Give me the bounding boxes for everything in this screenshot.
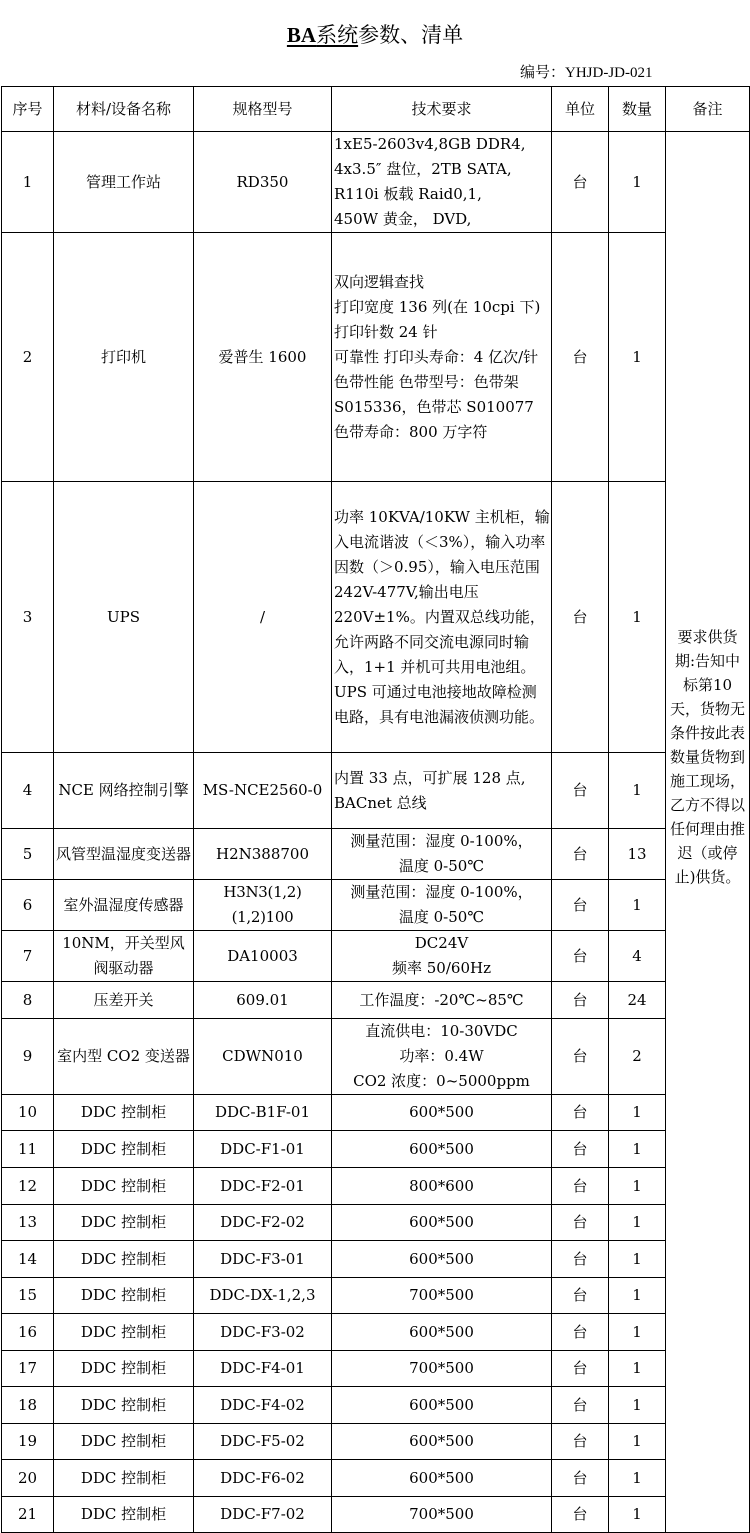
item-model: DDC-DX-1,2,3 (194, 1278, 332, 1314)
table-row (2, 829, 750, 880)
item-requirements: 600*500 (332, 1387, 552, 1424)
item-unit: 台 (552, 1131, 609, 1168)
item-requirements: 700*500 (332, 1497, 552, 1533)
item-name: 室内型 CO2 变送器 (54, 1019, 194, 1095)
item-model: DDC-F4-01 (194, 1351, 332, 1387)
item-requirements: 600*500 (332, 1131, 552, 1168)
item-unit: 台 (552, 753, 609, 829)
row-number: 20 (2, 1460, 54, 1497)
item-unit: 台 (552, 1351, 609, 1387)
item-name: DDC 控制柜 (54, 1460, 194, 1497)
row-number: 17 (2, 1351, 54, 1387)
row-number: 15 (2, 1278, 54, 1314)
item-quantity: 1 (609, 1460, 666, 1497)
item-requirements: 测量范围：湿度 0-100%， 温度 0-50℃ (332, 880, 552, 931)
item-quantity: 1 (609, 1497, 666, 1533)
item-model: / (194, 482, 332, 753)
item-requirements: 600*500 (332, 1095, 552, 1131)
title-underlined: 系统 (316, 23, 359, 47)
table-row (2, 1241, 750, 1278)
row-number: 13 (2, 1205, 54, 1241)
item-name: 压差开关 (54, 982, 194, 1019)
item-model: RD350 (194, 132, 332, 233)
item-name: DDC 控制柜 (54, 1351, 194, 1387)
item-name: 风管型温湿度变送器 (54, 829, 194, 880)
row-number: 10 (2, 1095, 54, 1131)
item-model: DDC-F2-01 (194, 1168, 332, 1205)
table-row (2, 1387, 750, 1424)
item-unit: 台 (552, 1387, 609, 1424)
item-quantity: 13 (609, 829, 666, 880)
item-requirements: 600*500 (332, 1241, 552, 1278)
item-unit: 台 (552, 1095, 609, 1131)
item-quantity: 1 (609, 1278, 666, 1314)
row-number: 18 (2, 1387, 54, 1424)
item-quantity: 1 (609, 1131, 666, 1168)
item-name: 打印机 (54, 233, 194, 482)
row-number: 19 (2, 1424, 54, 1460)
item-quantity: 4 (609, 931, 666, 982)
item-name: DDC 控制柜 (54, 1314, 194, 1351)
item-quantity: 1 (609, 1314, 666, 1351)
item-unit: 台 (552, 482, 609, 753)
item-model: CDWN010 (194, 1019, 332, 1095)
item-name: DDC 控制柜 (54, 1241, 194, 1278)
item-requirements: 双向逻辑查找 打印宽度 136 列(在 10cpi 下) 打印针数 24 针 可靠性 打印头寿命：4 亿次/针 色带性能 色带型号：色带架 S015336，色带芯 S010077 色带寿命：800 万字符 (332, 233, 552, 482)
item-name: DDC 控制柜 (54, 1131, 194, 1168)
item-name: 10NM，开关型风阀驱动器 (54, 931, 194, 982)
row-number: 11 (2, 1131, 54, 1168)
row-number: 3 (2, 482, 54, 753)
item-requirements: 内置 33 点，可扩展 128 点, BACnet 总线 (332, 753, 552, 829)
document-number: 编号：YHJD-JD-021 (520, 65, 653, 81)
item-model: DDC-F2-02 (194, 1205, 332, 1241)
note-cell (666, 132, 750, 1533)
header-model: 规格型号 (194, 87, 332, 132)
table-row (2, 1460, 750, 1497)
row-number: 16 (2, 1314, 54, 1351)
item-requirements: 800*600 (332, 1168, 552, 1205)
parameter-table (1, 86, 750, 1533)
item-quantity: 1 (609, 132, 666, 233)
row-number: 5 (2, 829, 54, 880)
item-requirements: 工作温度：-20℃~85℃ (332, 982, 552, 1019)
item-requirements: 600*500 (332, 1314, 552, 1351)
item-name: DDC 控制柜 (54, 1424, 194, 1460)
table-row (2, 1314, 750, 1351)
item-model: H3N3(1,2)(1,2)100 (194, 880, 332, 931)
item-unit: 台 (552, 982, 609, 1019)
row-number: 12 (2, 1168, 54, 1205)
title-rest: 参数、清单 (358, 23, 464, 47)
item-quantity: 1 (609, 1095, 666, 1131)
item-unit: 台 (552, 233, 609, 482)
item-unit: 台 (552, 132, 609, 233)
item-quantity: 1 (609, 1168, 666, 1205)
header-unit: 单位 (552, 87, 609, 132)
item-quantity: 1 (609, 880, 666, 931)
item-unit: 台 (552, 1314, 609, 1351)
item-requirements: 700*500 (332, 1351, 552, 1387)
item-model: DA10003 (194, 931, 332, 982)
item-unit: 台 (552, 931, 609, 982)
item-model: DDC-F4-02 (194, 1387, 332, 1424)
table-row (2, 1205, 750, 1241)
item-quantity: 24 (609, 982, 666, 1019)
header-no: 序号 (2, 87, 54, 132)
row-number: 6 (2, 880, 54, 931)
row-number: 7 (2, 931, 54, 982)
title-bold: BA (286, 23, 317, 47)
item-model: DDC-F1-01 (194, 1131, 332, 1168)
item-unit: 台 (552, 1497, 609, 1533)
item-unit: 台 (552, 1424, 609, 1460)
item-quantity: 1 (609, 1241, 666, 1278)
item-name: 管理工作站 (54, 132, 194, 233)
table-row (2, 880, 750, 931)
item-requirements: 功率 10KVA/10KW 主机柜，输入电流谐波（＜3%），输入功率因数（＞0.95），输入电压范围 242V-477V,输出电压 220V±1%。内置双总线功能，允许两路不同交流电源同时输入，1+1 并机可共用电池组。UPS 可通过电池接地故障检测电路，具有电池漏液侦测功能。 (332, 482, 552, 753)
row-number: 14 (2, 1241, 54, 1278)
table-row (2, 1131, 750, 1168)
item-model: DDC-F7-02 (194, 1497, 332, 1533)
item-model: DDC-B1F-01 (194, 1095, 332, 1131)
item-quantity: 1 (609, 1205, 666, 1241)
item-quantity: 2 (609, 1019, 666, 1095)
item-name: DDC 控制柜 (54, 1278, 194, 1314)
item-name: DDC 控制柜 (54, 1095, 194, 1131)
item-unit: 台 (552, 1019, 609, 1095)
item-requirements: 1xE5-2603v4,8GB DDR4, 4x3.5″ 盘位，2TB SATA, R110i 板载 Raid0,1, 450W 黄金， DVD, (332, 132, 552, 233)
row-number: 1 (2, 132, 54, 233)
item-unit: 台 (552, 1460, 609, 1497)
item-quantity: 1 (609, 1387, 666, 1424)
item-quantity: 1 (609, 233, 666, 482)
item-requirements: 600*500 (332, 1424, 552, 1460)
item-quantity: 1 (609, 753, 666, 829)
item-quantity: 1 (609, 482, 666, 753)
item-requirements: 600*500 (332, 1205, 552, 1241)
item-requirements: DC24V 频率 50/60Hz (332, 931, 552, 982)
item-model: MS-NCE2560-0 (194, 753, 332, 829)
table-row (2, 1019, 750, 1095)
item-model: DDC-F3-01 (194, 1241, 332, 1278)
row-number: 2 (2, 233, 54, 482)
item-model: 爱普生 1600 (194, 233, 332, 482)
table-row (2, 482, 750, 753)
header-requirements: 技术要求 (332, 87, 552, 132)
row-number: 4 (2, 753, 54, 829)
item-name: DDC 控制柜 (54, 1497, 194, 1533)
item-unit: 台 (552, 1205, 609, 1241)
table-row (2, 1497, 750, 1533)
item-name: DDC 控制柜 (54, 1387, 194, 1424)
document-title (0, 20, 750, 50)
item-model: DDC-F3-02 (194, 1314, 332, 1351)
item-requirements: 600*500 (332, 1460, 552, 1497)
table-row (2, 982, 750, 1019)
table-header-row (2, 87, 750, 132)
item-requirements: 直流供电：10-30VDC 功率：0.4W CO2 浓度：0~5000ppm (332, 1019, 552, 1095)
item-quantity: 1 (609, 1424, 666, 1460)
item-quantity: 1 (609, 1351, 666, 1387)
item-requirements: 700*500 (332, 1278, 552, 1314)
item-unit: 台 (552, 1278, 609, 1314)
table-row (2, 753, 750, 829)
table-row (2, 1168, 750, 1205)
item-unit: 台 (552, 1241, 609, 1278)
item-name: NCE 网络控制引擎 (54, 753, 194, 829)
table-row (2, 1278, 750, 1314)
item-unit: 台 (552, 829, 609, 880)
table-row (2, 1424, 750, 1460)
header-note: 备注 (666, 87, 750, 132)
table-body (2, 132, 750, 1533)
item-name: DDC 控制柜 (54, 1205, 194, 1241)
item-name: DDC 控制柜 (54, 1168, 194, 1205)
item-name: UPS (54, 482, 194, 753)
item-name: 室外温湿度传感器 (54, 880, 194, 931)
row-number: 8 (2, 982, 54, 1019)
table-row (2, 233, 750, 482)
item-model: DDC-F5-02 (194, 1424, 332, 1460)
table-row (2, 931, 750, 982)
note-text: 要求供货期:告知中标第10天，货物无条件按此表数量货物到施工现场，乙方不得以任何理由推迟（或停止)供货。 (669, 628, 745, 886)
row-number: 9 (2, 1019, 54, 1095)
header-name: 材料/设备名称 (54, 87, 194, 132)
header-qty: 数量 (609, 87, 666, 132)
item-unit: 台 (552, 880, 609, 931)
table-row (2, 132, 750, 233)
table-row (2, 1351, 750, 1387)
table-row (2, 1095, 750, 1131)
row-number: 21 (2, 1497, 54, 1533)
item-requirements: 测量范围：湿度 0-100%， 温度 0-50℃ (332, 829, 552, 880)
item-unit: 台 (552, 1168, 609, 1205)
item-model: H2N388700 (194, 829, 332, 880)
item-model: 609.01 (194, 982, 332, 1019)
item-model: DDC-F6-02 (194, 1460, 332, 1497)
